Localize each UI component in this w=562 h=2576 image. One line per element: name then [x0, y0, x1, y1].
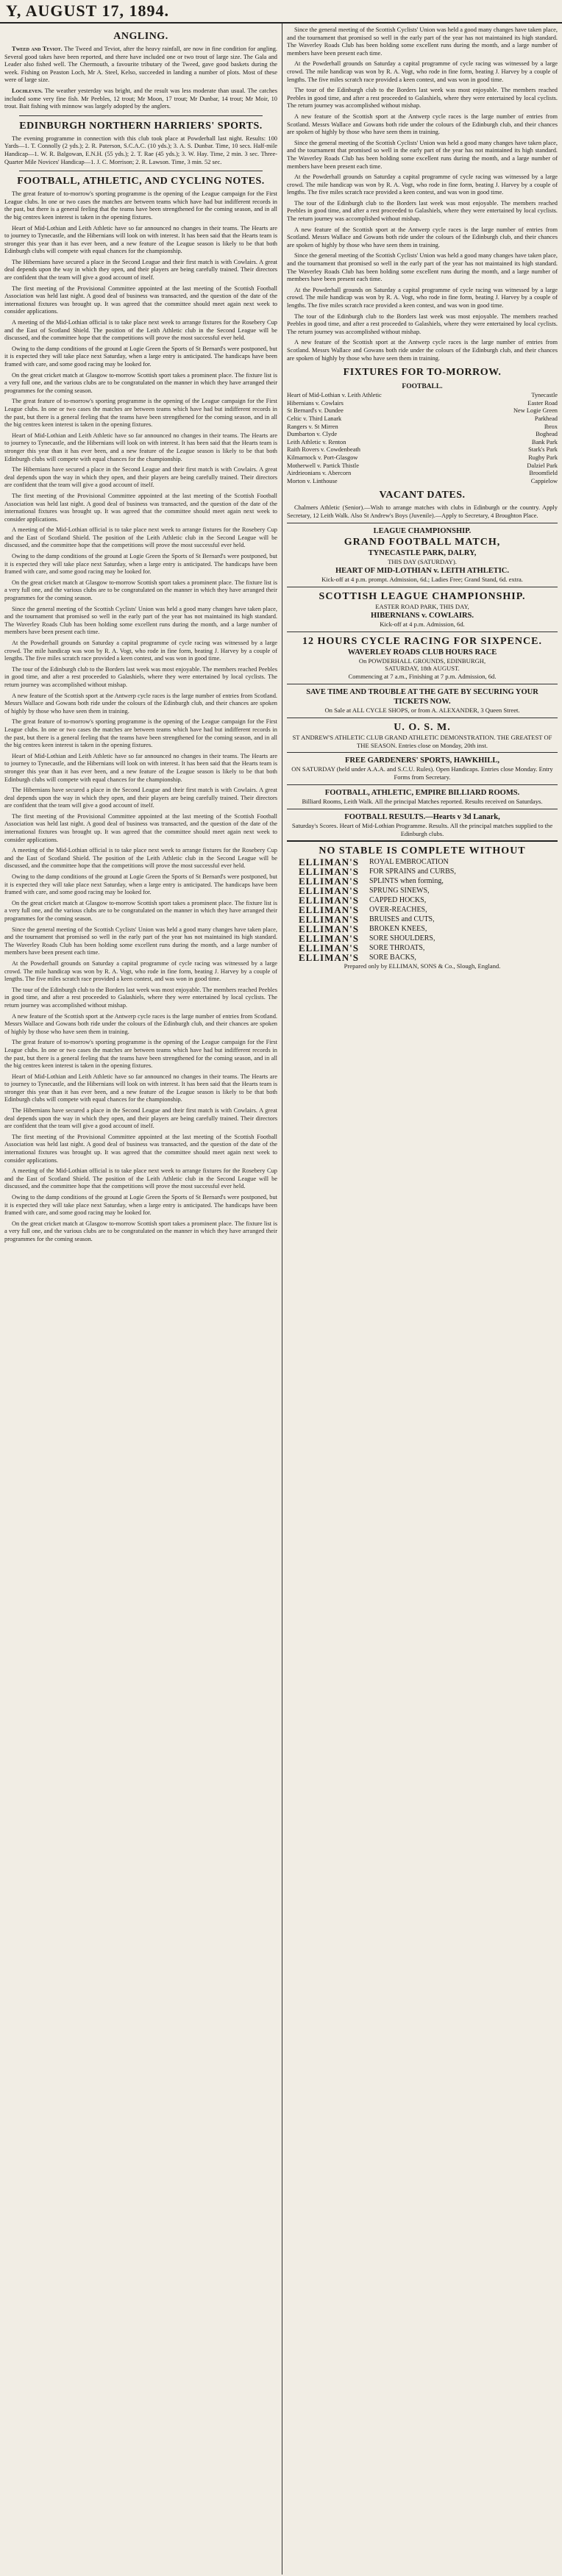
league-advert-kickoff: Kick-off at 4 p.m. prompt. Admission, 6d.; Ladies Free; Grand Stand, 6d. extra.: [321, 576, 523, 584]
angling-paragraph: [4, 46, 277, 85]
gardeners-advert: [287, 752, 558, 784]
empire-advert-title: FOOTBALL, ATHLETIC, EMPIRE BILLIARD ROOMS.: [324, 789, 520, 798]
fixture-venue: Stark's Park: [528, 446, 558, 454]
football-notes-paragraph: Heart of Mid-Lothian and Leith Athletic have so far announced no changes in their teams. The Hearts are to journey to Tynecastle, and the Hibernians will look on with interest. It has been said that the Hearts team is stronger this year than it has ever been, and a new feature of the League season is likely to be that both Edinburgh clubs will compete with equal chances for the championship.: [4, 1073, 277, 1103]
fixture-row: [287, 415, 558, 423]
elliman-line: BRUISES and CUTS,: [369, 915, 435, 924]
cycling-paragraph: The tour of the Edinburgh club to the Borders last week was most enjoyable. The members reached Peebles in good time, and after a rest proceeded to Galashiels, where they were entertained by local cyclists. The return journey was accomplished without mishap.: [287, 199, 558, 223]
cycling-paragraph: At the Powderhall grounds on Saturday a capital programme of cycle racing was witnessed by a large crowd. The mile handicap was won by R. A. Vogt, who rode in fine form, beating J. Harvey by a couple of lengths. The five miles scratch race provided a keen contest, and was won in good time.: [287, 173, 558, 196]
scottish-league-advert: [287, 587, 558, 632]
football-notes-paragraph: The Hibernians have secured a place in the Second League and their first match is with Cowlairs. A great deal depends upon the way in which they open, and their players are being carefully trained. Their directors are confident that the team will give a good account of itself.: [4, 258, 277, 282]
page-columns: [0, 24, 562, 2575]
fixture-match: Morton v. Linthouse: [287, 477, 338, 484]
football-notes-paragraph: The great feature of to-morrow's sporting programme is the opening of the League campaign for the First League clubs. In one or two cases the matches are between teams which have had but indifferent records in the past, but there is a general feeling that the teams have been strengthened for the coming season, and in all the big centres keen interest is taken in the opening fixtures.: [4, 1039, 277, 1070]
harriers-heading: EDINBURGH NORTHERN HARRIERS' SPORTS.: [19, 120, 263, 132]
gardeners-advert-title: FREE GARDENERS' SPORTS, HAWKHILL,: [345, 756, 499, 765]
league-advert-title: LEAGUE CHAMPIONSHIP.: [373, 527, 472, 536]
elliman-brand: ELLIMAN'S: [299, 933, 359, 945]
elliman-headline: NO STABLE IS COMPLETE WITHOUT: [319, 845, 526, 857]
lochleven-body: The weather yesterday was bright, and the result was less moderate than usual. The catches included some very fine fish. Mr Peebles, 12 trout; Mr Moon, 17 trout; Mr Dunbar, 14 trout; Mr Moir, 10 trout. Bait fishing with minnow was largely adopted by the anglers.: [4, 87, 277, 110]
fixture-row: [287, 478, 558, 486]
football-notes-paragraph: On the great cricket match at Glasgow to-morrow Scottish sport takes a prominent place. The fixture list is a very full one, and the various clubs are to be congratulated on the manner in which they have arranged their programmes for the coming season.: [4, 1220, 277, 1242]
cycling-paragraph: The tour of the Edinburgh club to the Borders last week was most enjoyable. The members reached Peebles in good time, and after a rest proceeded to Galashiels, where they were entertained by local cyclists. The return journey was accomplished without mishap.: [287, 312, 558, 335]
football-notes-paragraph: The first meeting of the Provisional Committee appointed at the last meeting of the Scottish Football Association was held last night. A good deal of business was transacted, and the question of the date of the international fixtures was brought up. It was agreed that the committee should meet again next week to consider applications.: [4, 812, 277, 843]
divider: [19, 115, 263, 116]
fixture-match: Kilmarnock v. Port-Glasgow: [287, 454, 358, 461]
scottish-league-kickoff: Kick-off at 4 p.m. Admission, 6d.: [380, 620, 465, 628]
football-notes-paragraph: The first meeting of the Provisional Committee appointed at the last meeting of the Scottish Football Association was held last night. A good deal of business was transacted, and the question of the date of the international fixtures was brought up. It was agreed that the committee should meet again next week to consider applications.: [4, 285, 277, 315]
fixtures-heading: FIXTURES FOR TO-MORROW.: [343, 367, 502, 379]
gardeners-advert-detail: ON SATURDAY (held under A.A.A. and S.C.U. Rules). Open Handicaps. Entries close Monday. Entry Forms from Secretary.: [291, 765, 553, 781]
cycling-paragraph: The tour of the Edinburgh club to the Borders last week was most enjoyable. The members reached Peebles in good time, and after a rest proceeded to Galashiels, where they were entertained by local cyclists. The return journey was accomplished without mishap.: [4, 986, 277, 1009]
fixture-match: Rangers v. St Mirren: [287, 423, 338, 430]
fixture-row: [287, 454, 558, 462]
fixture-match: Celtic v. Third Lanark: [287, 415, 342, 422]
cycling-paragraph: A new feature of the Scottish sport at the Antwerp cycle races is the large number of entries from Scotland. Messrs Wallace and Gowans both ride under the colours of the Edinburgh club, and their chances are spoken of highly by those who have seen them in training.: [287, 339, 558, 362]
league-advert-teams: HEART OF MID-LOTHIAN v. LEITH ATHLETIC.: [335, 567, 510, 576]
cycling-paragraph: At the Powderhall grounds on Saturday a capital programme of cycle racing was witnessed by a large crowd. The mile handicap was won by R. A. Vogt, who rode in fine form, beating J. Harvey by a couple of lengths. The five miles scratch race provided a keen contest, and was won in good time.: [287, 60, 558, 83]
elliman-line: CAPPED HOCKS,: [369, 896, 427, 905]
cycling-paragraph: Since the general meeting of the Scottish Cyclists' Union was held a good many changes have taken place, and the tournament that promised so well in the early part of the year has not maintained its high standard. The Waverley Roads Club has been holding some excellent runs during the month, and a large number of members have been present each time.: [287, 252, 558, 283]
football-notes-paragraph: The great feature of to-morrow's sporting programme is the opening of the League campaign for the First League clubs. In one or two cases the matches are between teams which have had but indifferent records in the past, but there is a general feeling that the teams have been strengthened for the coming season, and in all the big centres keen interest is taken in the opening fixtures.: [4, 398, 277, 429]
lochleven-paragraph: [4, 87, 277, 111]
fixture-match: Dumbarton v. Clyde: [287, 431, 338, 438]
football-notes-paragraph: Owing to the damp conditions of the ground at Logie Green the Sports of St Bernard's were postponed, but it is expected they will take place next Saturday, when a large entry is anticipated. The handicaps have been framed with care, and some good racing may be looked for.: [4, 873, 277, 896]
fixture-match: Hibernians v. Cowlairs: [287, 399, 344, 407]
elliman-line: FOR SPRAINS and CURBS,: [369, 867, 456, 876]
fixture-match: Motherwell v. Partick Thistle: [287, 462, 359, 469]
results-advert: [287, 809, 558, 841]
left-column: [0, 24, 282, 2575]
cycling-paragraph: A new feature of the Scottish sport at the Antwerp cycle races is the large number of entries from Scotland. Messrs Wallace and Gowans both ride under the colours of the Edinburgh club, and their chances are spoken of highly by those who have seen them in training.: [287, 112, 558, 136]
football-notes-paragraph: Owing to the damp conditions of the ground at Logie Green the Sports of St Bernard's were postponed, but it is expected they will take place next Saturday, when a large entry is anticipated. The handicaps have been framed with care, and some good racing may be looked for.: [4, 553, 277, 576]
football-notes-paragraph: Owing to the damp conditions of the ground at Logie Green the Sports of St Bernard's were postponed, but it is expected they will take place next Saturday, when a large entry is anticipated. The handicaps have been framed with care, and some good racing may be looked for.: [4, 345, 277, 368]
elliman-footer: Prepared only by ELLIMAN, SONS & Co., Slough, England.: [344, 962, 501, 970]
elliman-brand: ELLIMAN'S: [299, 904, 359, 916]
league-advert-event: GRAND FOOTBALL MATCH,: [344, 537, 501, 548]
fixture-venue: Broomfield: [529, 470, 558, 477]
elliman-brand: ELLIMAN'S: [299, 923, 359, 935]
elliman-line: SORE BACKS,: [369, 954, 416, 962]
football-notes-paragraph: Owing to the damp conditions of the ground at Logie Green the Sports of St Bernard's were postponed, but it is expected they will take place next Saturday, when a large entry is anticipated. The handicaps have been framed with care, and some good racing may be looked for.: [4, 1194, 277, 1217]
football-notes-paragraph: Heart of Mid-Lothian and Leith Athletic have so far announced no changes in their teams. The Hearts are to journey to Tynecastle, and the Hibernians will look on with interest. It has been said that the Hearts team is stronger this year than it has ever been, and a new feature of the League season is likely to be that both Edinburgh clubs will compete with equal chances for the championship.: [4, 432, 277, 462]
fixture-row: [287, 407, 558, 415]
angling-body: The Tweed and Teviot, after the heavy rainfall, are now in fine condition for angling. Several good takes have been reported, and there have included one or two trout of large size. The Gala and Leader also fished well. The Chermouth, a favourite tributary of the Tweed, gave good baskets during the week. Fishing on Peaston Loch, Mr A. Steel, Kelso, succeeded in landing a number of plots. Most of these were of large size.: [4, 46, 277, 84]
scottish-league-detail: EASTER ROAD PARK, THIS DAY,: [375, 603, 469, 611]
elliman-brand: ELLIMAN'S: [299, 952, 359, 964]
elliman-brand: ELLIMAN'S: [299, 866, 359, 878]
fixture-row: [287, 400, 558, 408]
elliman-row: [288, 953, 556, 962]
fixture-row: [287, 423, 558, 432]
fixture-venue: Rugby Park: [528, 454, 558, 461]
angling-heading: ANGLING.: [113, 31, 168, 42]
football-notes-paragraph: The Hibernians have secured a place in the Second League and their first match is with Cowlairs. A great deal depends upon the way in which they open, and their players are being carefully trained. Their directors are confident that the team will give a good account of itself.: [4, 1107, 277, 1130]
fixture-match: Leith Athletic v. Renton: [287, 438, 346, 446]
fixture-match: Heart of Mid-Lothian v. Leith Athletic: [287, 392, 382, 399]
cycle-advert-date: SATURDAY, 18th AUGUST.: [385, 665, 460, 673]
results-advert-detail: Saturday's Scores. Heart of Mid-Lothian Programme. Results. All the principal matches supplied to the Edinburgh clubs.: [291, 821, 553, 837]
elliman-brand: ELLIMAN'S: [299, 885, 359, 897]
cycling-paragraph: The tour of the Edinburgh club to the Borders last week was most enjoyable. The members reached Peebles in good time, and after a rest proceeded to Galashiels, where they were entertained by local cyclists. The return journey was accomplished without mishap.: [287, 87, 558, 110]
elliman-line: SPLINTS when forming,: [369, 877, 444, 886]
league-advert-venue: TYNECASTLE PARK, DALRY,: [368, 549, 477, 558]
cycling-paragraph: A new feature of the Scottish sport at the Antwerp cycle races is the large number of entries from Scotland. Messrs Wallace and Gowans both ride under the colours of the Edinburgh club, and their chances are spoken of highly by those who have seen them in training.: [287, 226, 558, 248]
tickets-advert: [287, 684, 558, 718]
vacant-dates-heading: VACANT DATES.: [379, 490, 466, 501]
fixture-venue: Boghead: [536, 431, 558, 438]
fixture-match: Airdrieonians v. Abercorn: [287, 470, 352, 477]
cycling-paragraph: A new feature of the Scottish sport at the Antwerp cycle races is the large number of entries from Scotland. Messrs Wallace and Gowans both ride under the colours of the Edinburgh club, and their chances are spoken of highly by those who have seen them in training.: [4, 692, 277, 715]
fixture-venue: Parkhead: [534, 415, 558, 422]
elliman-line: ROYAL EMBROCATION: [369, 858, 449, 867]
elliman-line: SPRUNG SINEWS,: [369, 887, 430, 895]
cycle-advert-club: WAVERLEY ROADS CLUB HOURS RACE: [347, 648, 497, 656]
scottish-league-teams: HIBERNIANS v. COWLAIRS.: [370, 611, 474, 620]
cycling-paragraph: At the Powderhall grounds on Saturday a capital programme of cycle racing was witnessed by a large crowd. The mile handicap was won by R. A. Vogt, who rode in fine form, beating J. Harvey by a couple of lengths. The five miles scratch race provided a keen contest, and was won in good time.: [287, 286, 558, 309]
fixture-row: [287, 439, 558, 447]
league-match-advert: [287, 523, 558, 587]
elliman-brand: ELLIMAN'S: [299, 942, 359, 954]
football-notes-paragraph: The great feature of to-morrow's sporting programme is the opening of the League campaign for the First League clubs. In one or two cases the matches are between teams which have had but indifferent records in the past, but there is a general feeling that the teams have been strengthened for the coming season, and in all the big centres keen interest is taken in the opening fixtures.: [4, 718, 277, 749]
fixture-row: [287, 431, 558, 439]
fixtures-subhead: FOOTBALL.: [402, 383, 443, 391]
football-notes-paragraph: The great feature of to-morrow's sporting programme is the opening of the League campaign for the First League clubs. In one or two cases the matches are between teams which have had but indifferent records in the past, but there is a general feeling that the teams have been strengthened for the coming season, and in all the big centres keen interest is taken in the opening fixtures.: [4, 190, 277, 221]
masthead-date: Y, AUGUST 17, 1894.: [0, 0, 562, 24]
cycling-paragraph: The tour of the Edinburgh club to the Borders last week was most enjoyable. The members reached Peebles in good time, and after a rest proceeded to Galashiels, where they were entertained by local cyclists. The return journey was accomplished without mishap.: [4, 665, 277, 688]
football-notes-paragraph: On the great cricket match at Glasgow to-morrow Scottish sport takes a prominent place. The fixture list is a very full one, and the various clubs are to be congratulated on the manner in which they have arranged their programmes for the coming season.: [4, 579, 277, 602]
elliman-brand: ELLIMAN'S: [299, 914, 359, 926]
cycling-paragraph: Since the general meeting of the Scottish Cyclists' Union was held a good many changes have taken place, and the tournament that promised so well in the early part of the year has not maintained its high standard. The Waverley Roads Club has been holding some excellent runs during the month, and a large number of members have been present each time.: [4, 926, 277, 956]
cycle-race-advert: [287, 632, 558, 684]
elliman-line: SORE SHOULDERS,: [369, 934, 435, 943]
fixture-row: [287, 392, 558, 400]
cycle-advert-detail: Commencing at 7 a.m., Finishing at 7 p.m. Admission, 6d.: [348, 673, 497, 681]
football-notes-paragraph: Heart of Mid-Lothian and Leith Athletic have so far announced no changes in their teams. The Hearts are to journey to Tynecastle, and the Hibernians will look on with interest. It has been said that the Hearts team is stronger this year than it has ever been, and a new feature of the League season is likely to be that both Edinburgh clubs will compete with equal chances for the championship.: [4, 752, 277, 783]
cycling-paragraph: At the Powderhall grounds on Saturday a capital programme of cycle racing was witnessed by a large crowd. The mile handicap was won by R. A. Vogt, who rode in fine form, beating J. Harvey by a couple of lengths. The five miles scratch race provided a keen contest, and was won in good time.: [4, 959, 277, 983]
cycling-paragraph: Since the general meeting of the Scottish Cyclists' Union was held a good many changes have taken place, and the tournament that promised so well in the early part of the year has not maintained its high standard. The Waverley Roads Club has been holding some excellent runs during the month, and a large number of members have been present each time.: [287, 139, 558, 170]
football-notes-heading: FOOTBALL, ATHLETIC, AND CYCLING NOTES.: [17, 176, 265, 187]
football-notes-paragraph: On the great cricket match at Glasgow to-morrow Scottish sport takes a prominent place. The fixture list is a very full one, and the various clubs are to be congratulated on the manner in which they have arranged their programmes for the coming season.: [4, 371, 277, 394]
elliman-brand: ELLIMAN'S: [299, 876, 359, 887]
vacant-dates-text: Chalmers Athletic (Senior).—Wish to arrange matches with clubs in Edinburgh or the country. Apply Secretary, 12 Leith Walk. Also St Andrew's Boys (Juvenile).—Apply to Secretary, 4 Broughton Place.: [287, 504, 558, 519]
fixture-row: [287, 462, 558, 471]
cycling-paragraph: At the Powderhall grounds on Saturday a capital programme of cycle racing was witnessed by a large crowd. The mile handicap was won by R. A. Vogt, who rode in fine form, beating J. Harvey by a couple of lengths. The five miles scratch race provided a keen contest, and was won in good time.: [4, 640, 277, 662]
cycle-advert-title: 12 HOURS CYCLE RACING FOR SIXPENCE.: [302, 635, 542, 647]
elliman-lines: [288, 857, 556, 962]
tickets-advert-detail: On Sale at ALL CYCLE SHOPS, or from A. ALEXANDER, 3 Queen Street.: [324, 706, 520, 715]
tickets-advert-title: SAVE TIME AND TROUBLE AT THE GATE BY SECURING YOUR TICKETS NOW.: [306, 688, 538, 706]
football-notes-paragraph: A meeting of the Mid-Lothian official is to take place next week to arrange fixtures for the Rosebery Cup and the East of Scotland Shield. The position of the Leith Athletic club in the Second League will be discussed, and the committee hope that the competitions will prove the most successful ever held.: [4, 847, 277, 870]
uosm-advert: [287, 718, 558, 753]
football-notes-paragraph: The first meeting of the Provisional Committee appointed at the last meeting of the Scottish Football Association was held last night. A good deal of business was transacted, and the question of the date of the international fixtures was brought up. It was agreed that the committee should meet again next week to consider applications.: [4, 492, 277, 523]
uosm-advert-title: U. O. S. M.: [394, 721, 451, 733]
fixture-match: St Bernard's v. Dundee: [287, 407, 344, 415]
empire-advert-detail: Billiard Rooms, Leith Walk. All the principal Matches reported. Results received on Saturdays.: [302, 798, 543, 806]
cycling-paragraph: Since the general meeting of the Scottish Cyclists' Union was held a good many changes have taken place, and the tournament that promised so well in the early part of the year has not maintained its high standard. The Waverley Roads Club has been holding some excellent runs during the month, and a large number of members have been present each time.: [287, 26, 558, 57]
elliman-brand: ELLIMAN'S: [299, 856, 359, 868]
fixture-row: [287, 470, 558, 478]
elliman-brand: ELLIMAN'S: [299, 895, 359, 906]
football-notes-paragraph: The Hibernians have secured a place in the Second League and their first match is with Cowlairs. A great deal depends upon the way in which they open, and their players are being carefully trained. Their directors are confident that the team will give a good account of itself.: [4, 787, 277, 809]
fixture-venue: Bank Park: [531, 438, 558, 446]
elliman-advert: [287, 840, 558, 973]
scottish-league-title: SCOTTISH LEAGUE CHAMPIONSHIP.: [319, 591, 526, 603]
fixture-venue: Easter Road: [527, 399, 558, 407]
football-notes-paragraph: A meeting of the Mid-Lothian official is to take place next week to arrange fixtures for the Rosebery Cup and the East of Scotland Shield. The position of the Leith Athletic club in the Second League will be discussed, and the committee hope that the competitions will prove the most successful ever held.: [4, 526, 277, 549]
fixture-venue: Tynecastle: [531, 392, 558, 399]
elliman-line: BROKEN KNEES,: [369, 925, 427, 934]
football-notes-paragraph: On the great cricket match at Glasgow to-morrow Scottish sport takes a prominent place. The fixture list is a very full one, and the various clubs are to be congratulated on the manner in which they have arranged their programmes for the coming season.: [4, 899, 277, 922]
fixture-venue: Cappielow: [530, 477, 558, 484]
football-notes-paragraph: A meeting of the Mid-Lothian official is to take place next week to arrange fixtures for the Rosebery Cup and the East of Scotland Shield. The position of the Leith Athletic club in the Second League will be discussed, and the committee hope that the competitions will prove the most successful ever held.: [4, 319, 277, 342]
angling-lead: Tweed and Teviot.: [12, 46, 63, 52]
elliman-line: SORE THROATS,: [369, 944, 425, 953]
fixture-match: Raith Rovers v. Cowdenbeath: [287, 446, 360, 454]
league-advert-day: THIS DAY (SATURDAY).: [388, 558, 457, 566]
football-notes-paragraph: A meeting of the Mid-Lothian official is to take place next week to arrange fixtures for the Rosebery Cup and the East of Scotland Shield. The position of the Leith Athletic club in the Second League will be discussed, and the committee hope that the competitions will prove the most successful ever held.: [4, 1167, 277, 1190]
left-column-continuation: [4, 398, 277, 1243]
harriers-body: The evening programme in connection with this club took place at Powderhall last night. Results: 100 Yards—1. T. Connolly (2 yds.); 2. R. Paterson, S.C.A.C. (10 yds.); 3. A. S. Dunbar. Time, 10 secs. Half-mile Handicap—1. W. R. Balgowan, E.N.H. (55 yds.); 2. T. Rae (45 yds.); 3. W. Hay. Time, 2 min. 3 sec. Three-Quarter Mile Novices' Handicap—1. J. C. Morrison; 2. R. Lawson. Time, 3 min. 52 sec.: [4, 135, 277, 165]
uosm-advert-detail: ST ANDREW'S ATHLETIC CLUB GRAND ATHLETIC DEMONSTRATION. THE GREATEST OF THE SEASON. Entries close on Monday, 20th inst.: [292, 733, 552, 749]
football-notes-paragraph: The Hibernians have secured a place in the Second League and their first match is with Cowlairs. A great deal depends upon the way in which they open, and their players are being carefully trained. Their directors are confident that the team will give a good account of itself.: [4, 466, 277, 489]
fixture-venue: Dalziel Park: [527, 462, 558, 469]
empire-advert: [287, 784, 558, 809]
fixture-venue: Ibrox: [544, 423, 558, 430]
fixture-row: [287, 446, 558, 454]
fixture-list: [287, 392, 558, 485]
elliman-line: OVER-REACHES,: [369, 906, 427, 915]
right-column: [282, 24, 562, 2575]
football-notes-paragraph: The first meeting of the Provisional Committee appointed at the last meeting of the Scottish Football Association was held last night. A good deal of business was transacted, and the question of the date of the international fixtures was brought up. It was agreed that the committee should meet again next week to consider applications.: [4, 1133, 277, 1164]
cycling-paragraph: A new feature of the Scottish sport at the Antwerp cycle races is the large number of entries from Scotland. Messrs Wallace and Gowans both ride under the colours of the Edinburgh club, and their chances are spoken of highly by those who have seen them in training.: [4, 1012, 277, 1035]
cycling-paragraph: Since the general meeting of the Scottish Cyclists' Union was held a good many changes have taken place, and the tournament that promised so well in the early part of the year has not maintained its high standard. The Waverley Roads Club has been holding some excellent runs during the month, and a large number of members have been present each time.: [4, 605, 277, 636]
cycle-advert-venue: On POWDERHALL GROUNDS, EDINBURGH,: [358, 656, 486, 665]
results-advert-title: FOOTBALL RESULTS.—Hearts v 3d Lanark,: [344, 812, 500, 821]
lochleven-lead: Lochleven.: [12, 87, 43, 94]
football-notes-paragraph: Heart of Mid-Lothian and Leith Athletic have so far announced no changes in their teams. The Hearts are to journey to Tynecastle, and the Hibernians will look on with interest. It has been said that the Hearts team is stronger this year than it has ever been, and a new feature of the League season is likely to be that both Edinburgh clubs will compete with equal chances for the championship.: [4, 224, 277, 255]
fixture-venue: New Logie Green: [513, 407, 558, 415]
